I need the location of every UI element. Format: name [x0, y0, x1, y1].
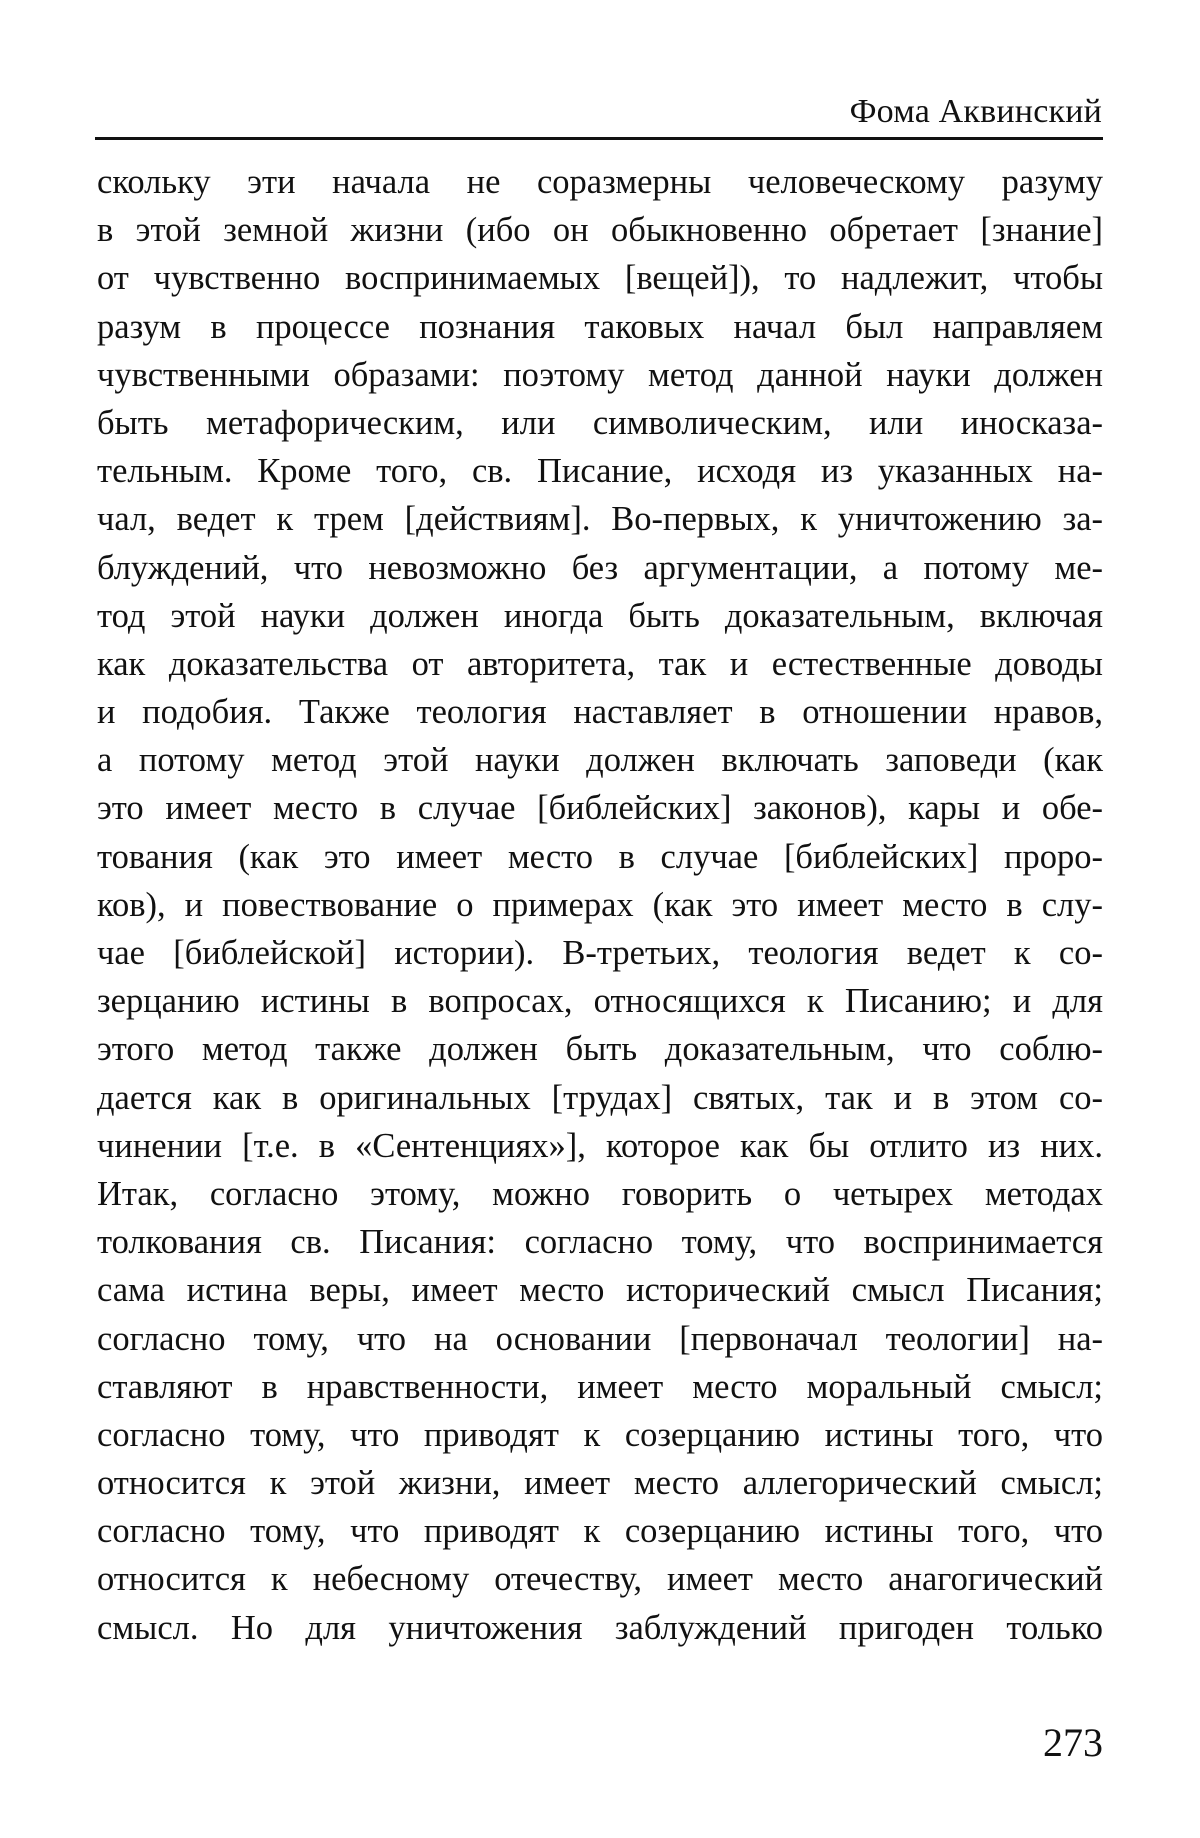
text-line: тельным. Кроме того, св. Писание, исходя из указанных на- — [97, 452, 1103, 491]
text-line: толкования св. Писания: согласно тому, что воспринимается — [97, 1223, 1103, 1262]
text-line: тования (как это имеет место в случае [библейских] проро- — [97, 837, 1103, 876]
text-line: как доказательства от авторитета, так и естественные доводы — [97, 644, 1103, 683]
header-rule — [95, 137, 1103, 140]
text-line: скольку эти начала не соразмерны человеческому разуму — [97, 163, 1103, 201]
text-line: относится к этой жизни, имеет место аллегорический смысл; — [97, 1464, 1103, 1503]
text-line: и подобия. Также теология наставляет в отношении нравов, — [97, 693, 1103, 732]
text-line: чал, ведет к трем [действиям]. Во-первых, к уничтожению за- — [97, 500, 1103, 539]
text-line: тод этой науки должен иногда быть доказательным, включая — [97, 596, 1103, 635]
text-line: согласно тому, что приводят к созерцанию истины того, что — [97, 1512, 1103, 1551]
text-line: чинении [т.е. в «Сентенциях»], которое как бы отлито из них. — [97, 1126, 1103, 1165]
running-head: Фома Аквинский — [849, 93, 1102, 130]
body-text — [97, 158, 1103, 1652]
text-line: смысл. Но для уничтожения заблуждений пригоден только — [97, 1608, 1103, 1647]
text-line: ков), и повествование о примерах (как это имеет место в слу- — [97, 885, 1103, 924]
page-number: 273 — [1043, 1720, 1103, 1765]
text-line: чае [библейской] истории). В-третьих, теология ведет к со- — [97, 934, 1103, 972]
text-line: дается как в оригинальных [трудах] святых, так и в этом со- — [97, 1078, 1103, 1117]
text-line: это имеет место в случае [библейских] законов), кары и обе- — [97, 789, 1103, 828]
text-line: разум в процессе познания таковых начал был направляем — [97, 307, 1103, 346]
text-line: этого метод также должен быть доказательным, что соблю- — [97, 1030, 1103, 1069]
text-line: чувственными образами: поэтому метод данной науки должен — [97, 355, 1103, 394]
text-line: от чувственно воспринимаемых [вещей]), то надлежит, чтобы — [97, 259, 1103, 298]
text-line: согласно тому, что приводят к созерцанию истины того, что — [97, 1415, 1103, 1454]
text-line: ставляют в нравственности, имеет место моральный смысл; — [97, 1367, 1103, 1406]
text-line: относится к небесному отечеству, имеет место анагогический — [97, 1560, 1103, 1599]
text-line: а потому метод этой науки должен включать заповеди (как — [97, 741, 1103, 780]
text-line: зерцанию истины в вопросах, относящихся к Писанию; и для — [97, 982, 1103, 1021]
text-line: в этой земной жизни (ибо он обыкновенно обретает [знание] — [97, 211, 1103, 250]
text-line: Итак, согласно этому, можно говорить о четырех методах — [97, 1174, 1103, 1213]
text-line: сама истина веры, имеет место исторический смысл Писания; — [97, 1271, 1103, 1310]
text-line: согласно тому, что на основании [первоначал теологии] на- — [97, 1319, 1103, 1358]
text-line: быть метафорическим, или символическим, или иносказа- — [97, 403, 1103, 442]
text-line: блуждений, что невозможно без аргументации, а потому ме- — [97, 548, 1103, 587]
